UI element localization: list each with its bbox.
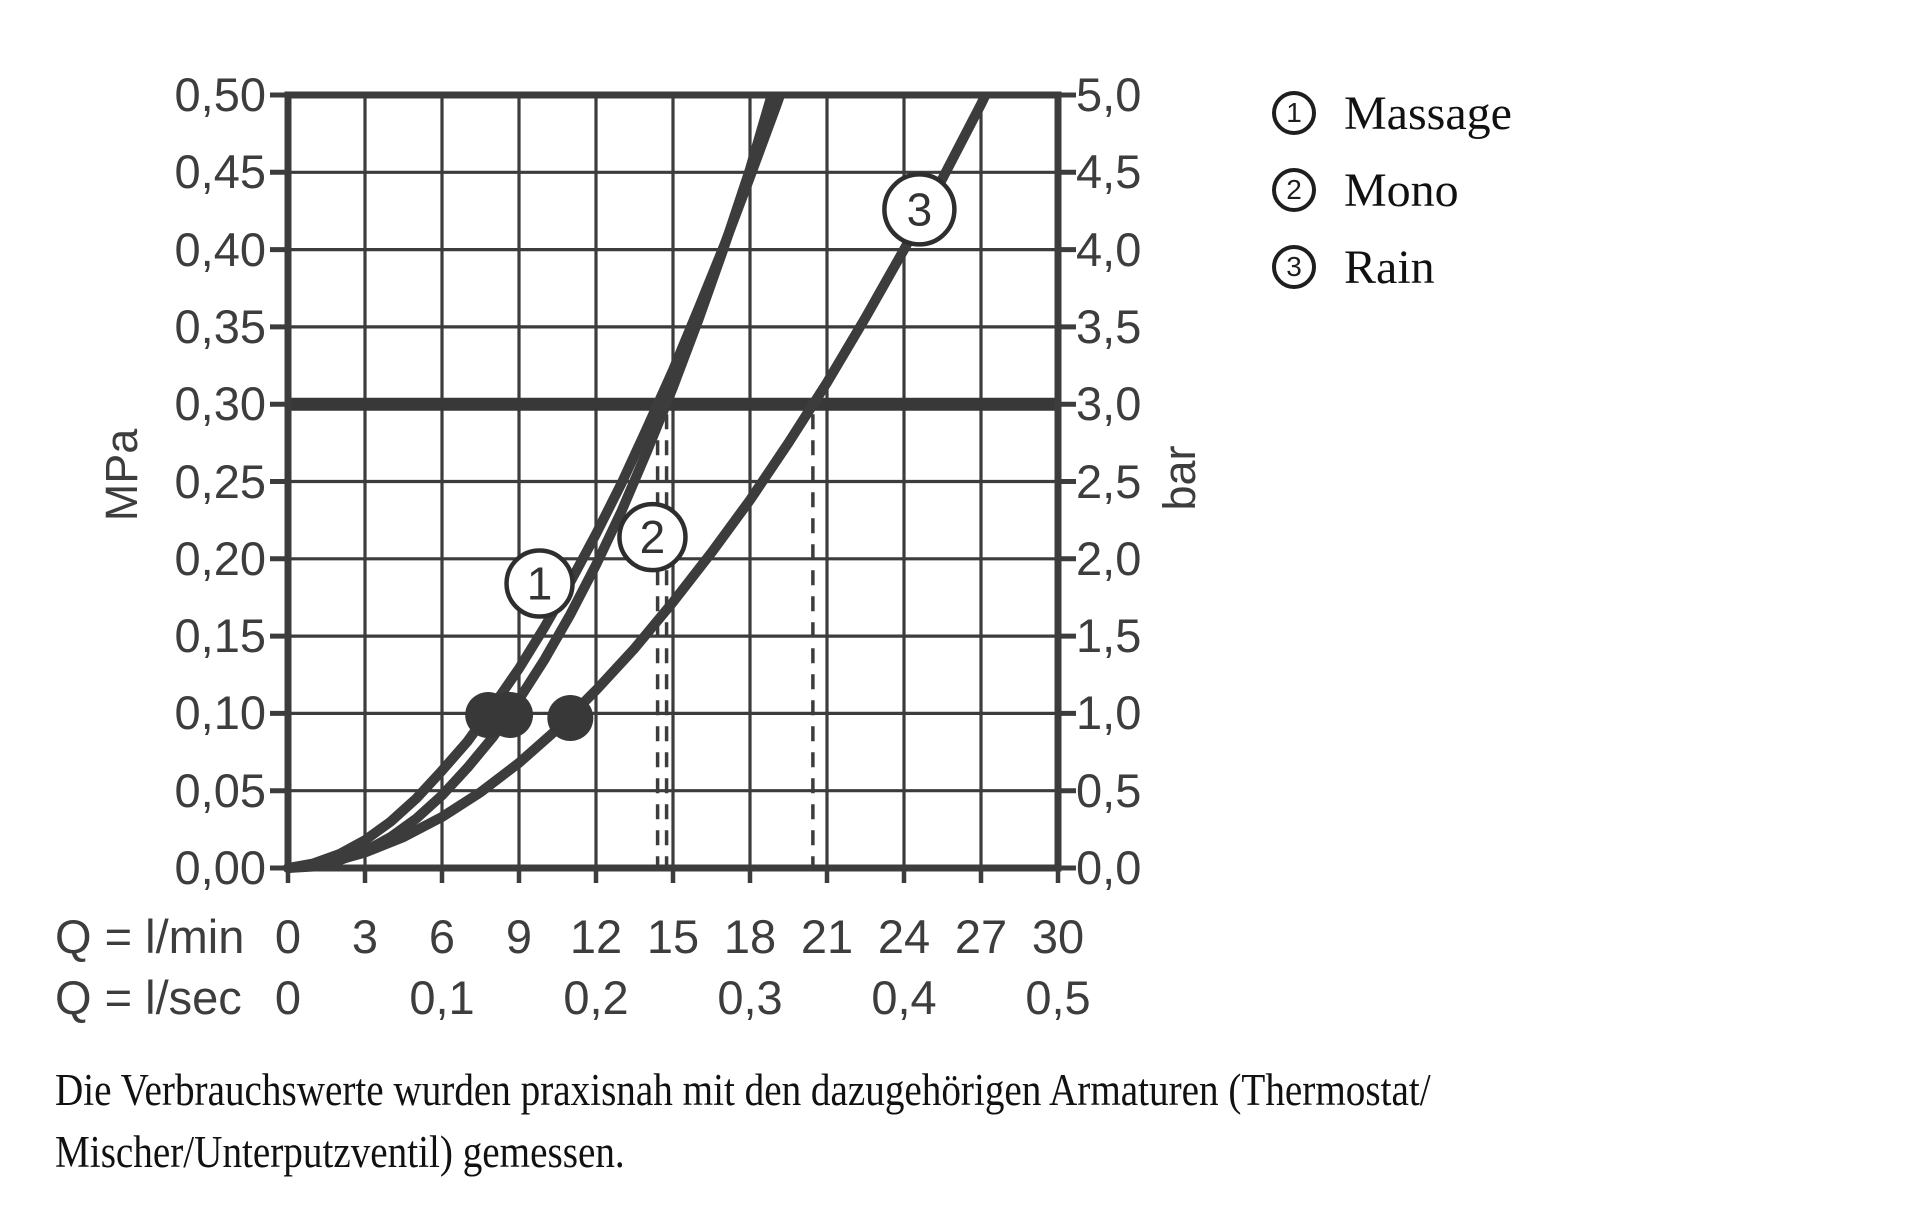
y-right-tick-label: 3,5: [1076, 299, 1142, 353]
x-lmin-tick-label: 30: [1031, 910, 1085, 963]
x-lsec-tick-label: 0,3: [717, 971, 783, 1024]
footnote-line1: Die Verbrauchswerte wurden praxisnah mit den dazugehörigen Armaturen (Thermostat/: [55, 1065, 1431, 1115]
footnote-line2: Mischer/Unterputzventil) gemessen.: [55, 1127, 625, 1177]
legend-item-rain: [1272, 240, 1512, 294]
y-left-tick-label: 0,35: [174, 299, 266, 353]
legend-item-mono: [1272, 163, 1512, 217]
y-right-tick-label: 4,0: [1076, 222, 1142, 276]
x-lmin-tick-label: 3: [351, 910, 379, 963]
legend-circled-number: 2: [1272, 168, 1316, 212]
y-right-tick-label: 1,5: [1076, 609, 1142, 663]
x-lsec-tick-label: 0,5: [1025, 971, 1091, 1024]
y-left-tick-label: 0,50: [174, 68, 266, 121]
x-lmin-tick-label: 12: [569, 910, 623, 963]
legend-circled-number: 1: [1272, 91, 1316, 135]
y-right-tick-label: 2,5: [1076, 454, 1142, 508]
footnote: [55, 1059, 1636, 1183]
y-right-tick-label: 3,0: [1076, 377, 1142, 431]
curve-label-number-1: 1: [526, 557, 553, 610]
y-left-tick-label: 0,00: [174, 841, 266, 894]
curve-label-number-2: 2: [639, 511, 666, 564]
y-left-tick-label: 0,45: [174, 145, 266, 199]
y-left-tick-label: 0,25: [174, 454, 266, 508]
y-axis-left-unit-label: MPa: [96, 428, 147, 522]
y-left-tick-label: 0,05: [174, 763, 266, 817]
x-lmin-tick-label: 0: [274, 910, 302, 963]
x-lmin-tick-label: 18: [723, 910, 777, 963]
y-left-tick-label: 0,15: [174, 609, 266, 663]
x-axis-lsec-label: Q = l/sec: [55, 971, 242, 1024]
flow-dot: [487, 692, 533, 738]
y-axis-right-unit-label: bar: [1154, 445, 1205, 511]
y-right-tick-label: 4,5: [1076, 145, 1142, 199]
y-left-tick-label: 0,20: [174, 531, 266, 585]
y-left-tick-label: 0,30: [174, 377, 266, 431]
x-lmin-tick-label: 6: [428, 910, 456, 963]
x-axis-lmin-label: Q = l/min: [55, 910, 245, 963]
y-left-tick-label: 0,10: [174, 686, 266, 740]
x-lmin-tick-label: 9: [505, 910, 533, 963]
x-lsec-tick-label: 0,4: [871, 971, 937, 1024]
y-left-tick-label: 0,40: [174, 222, 266, 276]
x-lmin-tick-label: 24: [877, 910, 931, 963]
legend-circled-number: 3: [1272, 245, 1316, 289]
x-lmin-tick-label: 21: [800, 910, 854, 963]
y-right-tick-label: 2,0: [1076, 531, 1142, 585]
y-right-tick-label: 5,0: [1076, 68, 1142, 121]
legend-label: Massage: [1344, 86, 1512, 140]
x-lsec-tick-label: 0,2: [563, 971, 629, 1024]
x-lsec-tick-label: 0: [274, 971, 302, 1024]
x-lsec-tick-label: 0,1: [409, 971, 475, 1024]
legend-label: Rain: [1344, 240, 1435, 294]
legend-label: Mono: [1344, 163, 1459, 217]
y-right-tick-label: 0,5: [1076, 763, 1142, 817]
curve-label-number-3: 3: [906, 183, 933, 236]
legend-item-massage: [1272, 86, 1512, 140]
x-lmin-tick-label: 27: [954, 910, 1008, 963]
legend: [1272, 86, 1512, 294]
flow-dot: [547, 695, 593, 741]
x-lmin-tick-label: 15: [646, 910, 700, 963]
y-right-tick-label: 1,0: [1076, 686, 1142, 740]
y-right-tick-label: 0,0: [1076, 841, 1142, 894]
